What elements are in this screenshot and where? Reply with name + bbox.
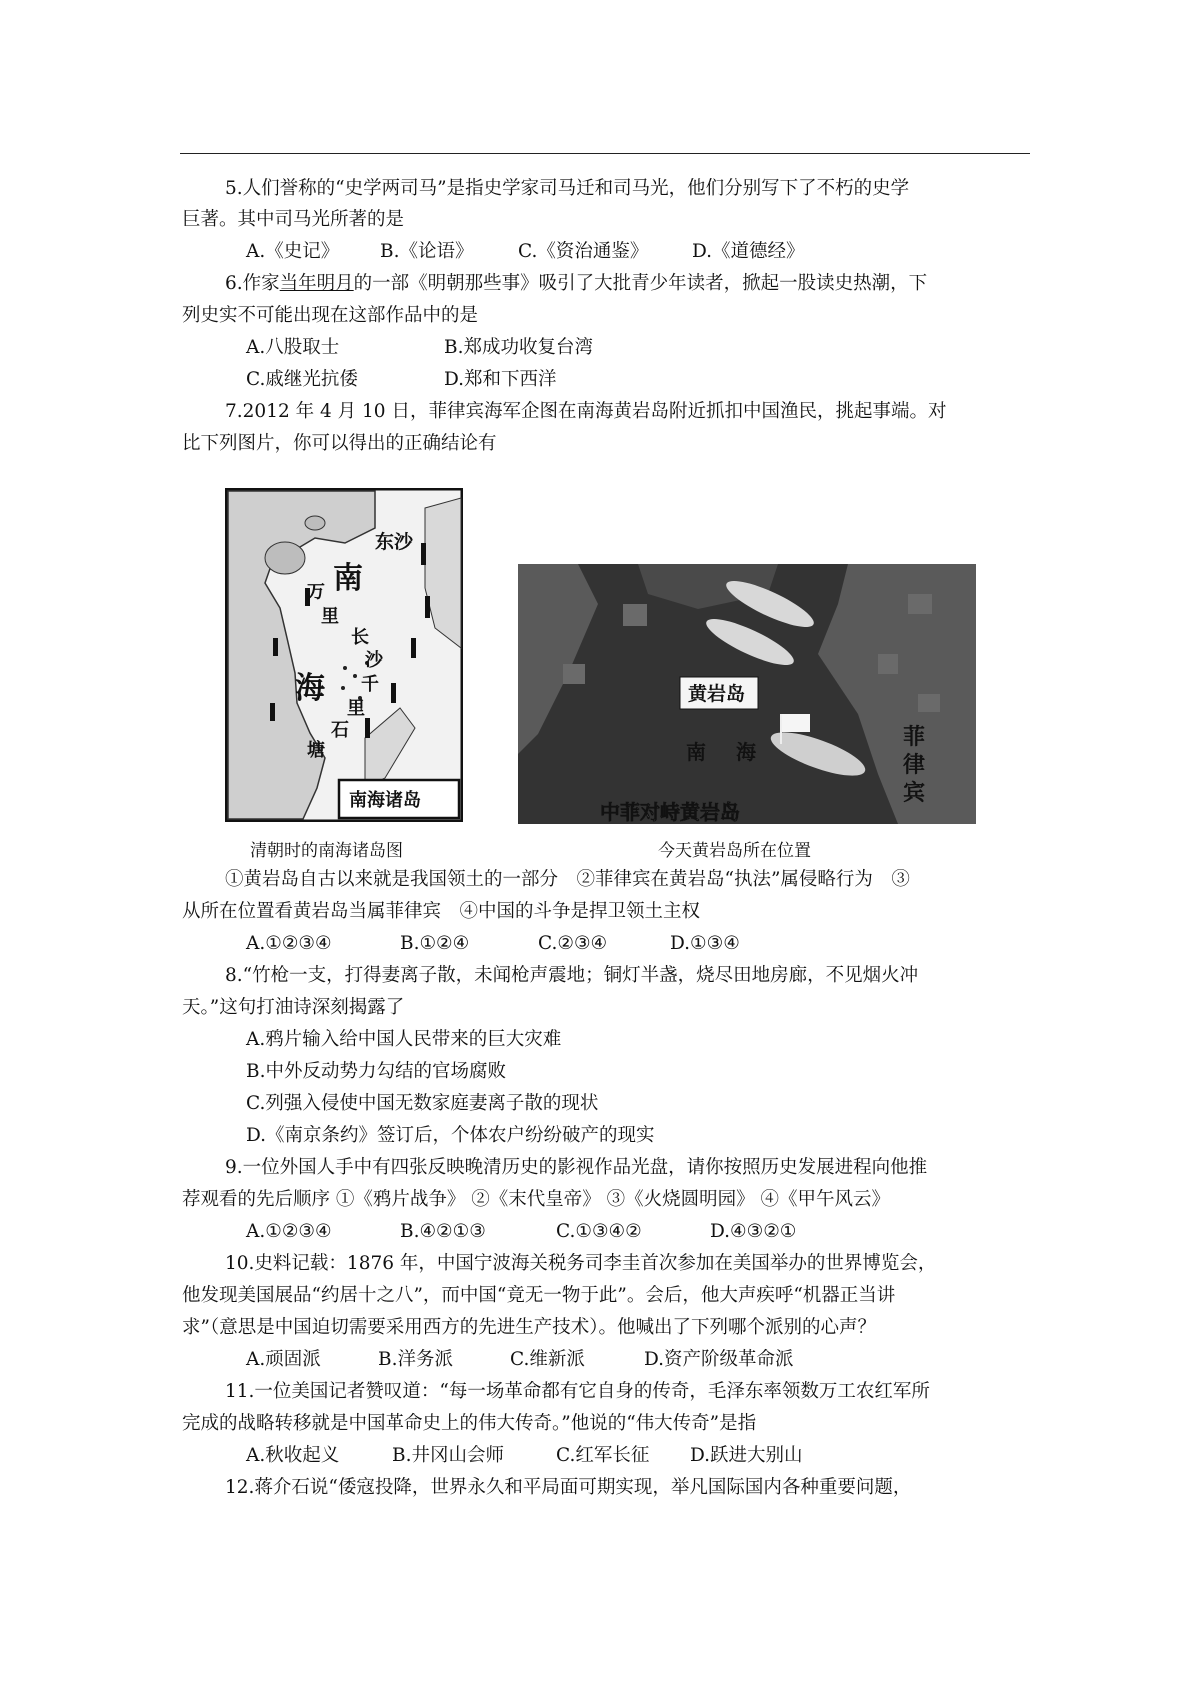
q9-option-d: D.④③②① <box>710 1221 797 1242</box>
q9-line2: 荐观看的先后顺序 ①《鸦片战争》 ②《末代皇帝》 ③《火烧圆明园》 ④《甲午风云》 <box>182 1189 891 1210</box>
q8-option-b: B.中外反动势力勾结的官场腐败 <box>246 1061 506 1082</box>
q12-line1: 12.蒋介石说“倭寇投降，世界永久和平局面可期实现，举凡国际国内各种重要问题， <box>225 1477 912 1498</box>
q8-option-c: C.列强入侵使中国无数家庭妻离子散的现状 <box>246 1093 599 1114</box>
map2-banner: 中菲对峙黄岩岛 <box>600 800 740 824</box>
q5-option-d: D.《道德经》 <box>692 241 805 262</box>
q6-line1 <box>225 272 927 296</box>
map1-label-sha: 沙 <box>365 650 383 671</box>
map1-label-wan: 万 <box>307 582 325 603</box>
q11-line2: 完成的战略转移就是中国革命史上的伟大传奇。”他说的“伟大传奇”是指 <box>182 1413 757 1434</box>
q6-line2: 列史实不可能出现在这部作品中的是 <box>182 305 479 326</box>
q10-option-a: A.顽固派 <box>246 1349 321 1370</box>
map1-caption: 清朝时的南海诸岛图 <box>250 841 403 861</box>
q5-line2: 巨著。其中司马光所著的是 <box>182 209 405 230</box>
q7-option-a: A.①②③④ <box>246 933 332 954</box>
q6-line1-pre: 6.作家 <box>225 273 280 294</box>
q8-option-a: A.鸦片输入给中国人民带来的巨大灾难 <box>246 1029 562 1050</box>
map2-label-fei: 菲 <box>903 725 926 750</box>
q10-line2: 他发现美国展品“约居十之八”，而中国“竟无一物于此”。会后，他大声疾呼“机器正当讲 <box>182 1285 896 1306</box>
q10-line3: 求”（意思是中国迫切需要采用西方的先进生产技术）。他喊出了下列哪个派别的心声？ <box>182 1317 876 1338</box>
qing-south-sea-map <box>225 488 463 822</box>
map1-label-shi: 石 <box>331 720 349 741</box>
q8-option-d: D.《南京条约》签订后，个体农户纷纷破产的现实 <box>246 1125 655 1146</box>
q9-option-a: A.①②③④ <box>246 1221 332 1242</box>
q9-option-c: C.①③④② <box>556 1221 642 1242</box>
map1-label-dongsha: 东沙 <box>375 531 414 553</box>
q11-option-c: C.红军长征 <box>556 1445 650 1466</box>
q11-option-a: A.秋收起义 <box>246 1445 340 1466</box>
map2-label-hai: 海 <box>736 740 756 764</box>
map1-label-nan: 南 <box>333 561 363 596</box>
map1-label-li2: 里 <box>347 698 365 719</box>
q9-option-b: B.④②①③ <box>400 1221 486 1242</box>
q5-line1: 5.人们誉称的“史学两司马”是指史学家司马迁和司马光，他们分别写下了不朽的史学 <box>225 178 910 199</box>
q10-option-d: D.资产阶级革命派 <box>644 1349 794 1370</box>
map1-label-li: 里 <box>321 606 339 627</box>
q10-option-b: B.洋务派 <box>378 1349 453 1370</box>
q10-option-c: C.维新派 <box>510 1349 585 1370</box>
q6-option-b: B.郑成功收复台湾 <box>444 337 593 358</box>
map1-label-chang: 长 <box>351 627 369 648</box>
map2-label-lv: 律 <box>903 753 926 778</box>
q6-option-c: C.戚继光抗倭 <box>246 369 358 390</box>
header-rule <box>180 153 1030 154</box>
q11-option-b: B.井冈山会师 <box>392 1445 504 1466</box>
huangyan-island-map <box>518 564 976 824</box>
q5-option-c: C.《资治通鉴》 <box>518 241 649 262</box>
q7-line2: 比下列图片，你可以得出的正确结论有 <box>182 433 497 454</box>
map1-label-tang: 塘 <box>307 740 325 761</box>
map2-label-huangyan: 黄岩岛 <box>688 683 746 705</box>
map1-label-qian: 千 <box>361 674 379 695</box>
q11-option-d: D.跃进大别山 <box>690 1445 803 1466</box>
map2-label-bin: 宾 <box>903 781 926 806</box>
map1-label-hai: 海 <box>295 671 325 706</box>
q6-line1-post: 的一部《明朝那些事》吸引了大批青少年读者，掀起一股读史热潮，下 <box>353 273 928 294</box>
q7-statements-line1: ①黄岩岛自古以来就是我国领土的一部分 ②菲律宾在黄岩岛“执法”属侵略行为 ③ <box>225 869 910 890</box>
q11-line1: 11.一位美国记者赞叹道：“每一场革命都有它自身的传奇，毛泽东率领数万工农红军所 <box>225 1381 930 1402</box>
q7-option-d: D.①③④ <box>670 933 740 954</box>
q8-line2: 天。”这句打油诗深刻揭露了 <box>182 997 405 1018</box>
q7-line1: 7.2012 年 4 月 10 日，菲律宾海军企图在南海黄岩岛附近抓扣中国渔民，挑起事端。对 <box>225 401 947 422</box>
q5-option-a: A.《史记》 <box>246 241 340 262</box>
q10-line1: 10.史料记载：1876 年，中国宁波海关税务司李圭首次参加在美国举办的世界博览会， <box>225 1253 937 1274</box>
map1-legend: 南海诸岛 <box>349 790 421 811</box>
q7-statements-line2: 从所在位置看黄岩岛当属菲律宾 ④中国的斗争是捍卫领土主权 <box>182 901 701 922</box>
q8-line1: 8.“竹枪一支，打得妻离子散，未闻枪声震地；铜灯半盏，烧尽田地房廊，不见烟火冲 <box>225 965 919 986</box>
q5-option-b: B.《论语》 <box>380 241 474 262</box>
q6-author: 当年明月 <box>279 273 354 294</box>
q9-line1: 9.一位外国人手中有四张反映晚清历史的影视作品光盘，请你按照历史发展进程向他推 <box>225 1157 928 1178</box>
q7-option-b: B.①②④ <box>400 933 470 954</box>
map2-label-nan: 南 <box>686 740 706 764</box>
q6-option-d: D.郑和下西洋 <box>444 369 557 390</box>
q7-option-c: C.②③④ <box>538 933 608 954</box>
q6-option-a: A.八股取士 <box>246 337 340 358</box>
map2-caption: 今天黄岩岛所在位置 <box>658 841 811 861</box>
